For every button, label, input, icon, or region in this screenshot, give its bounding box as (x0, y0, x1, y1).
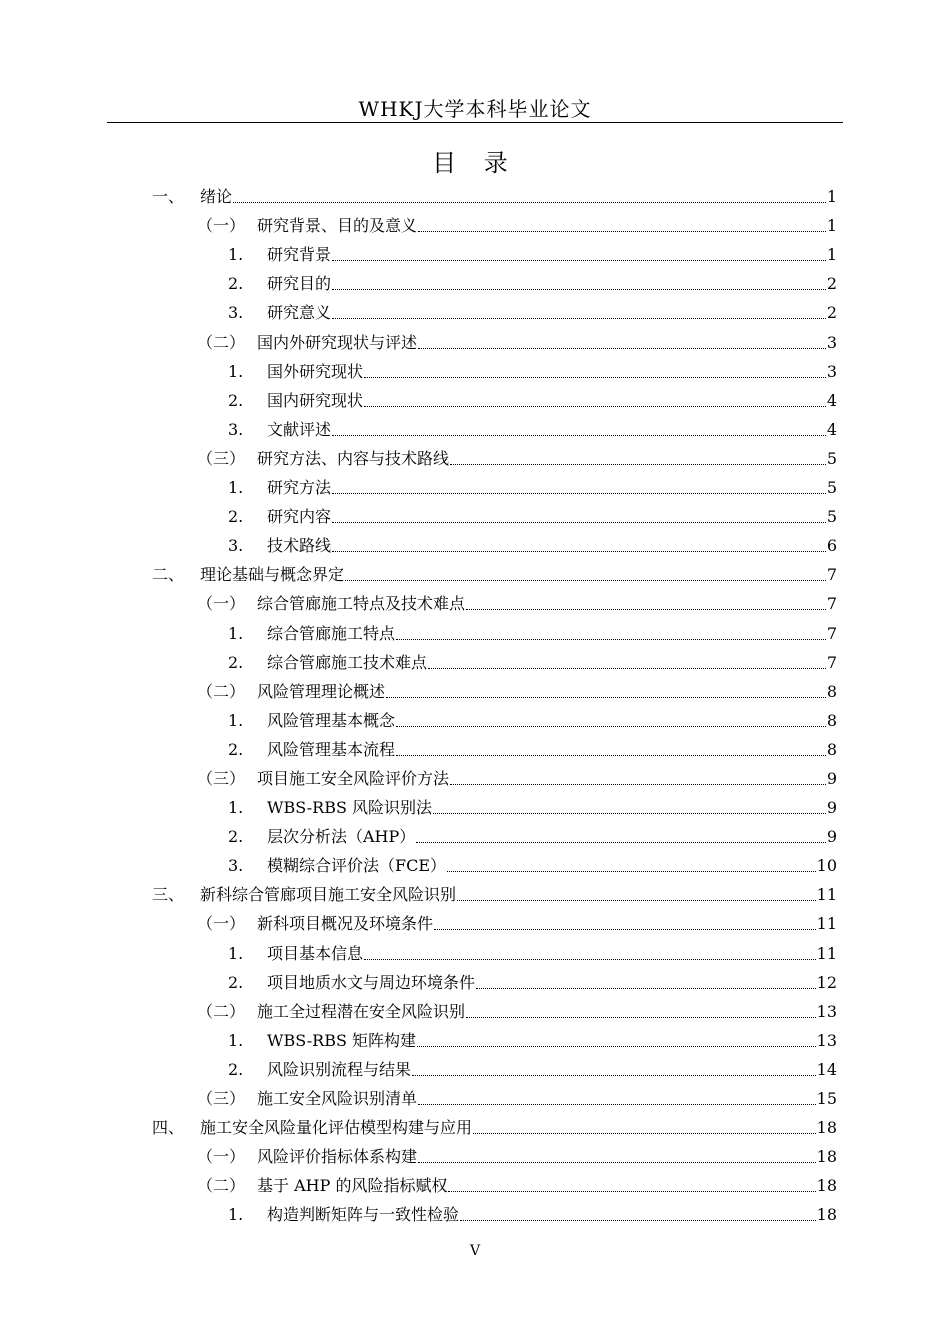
toc-dot-leader (332, 289, 826, 290)
toc-entry-label: 国外研究现状 (267, 361, 364, 381)
toc-entry-number: 1. (228, 1030, 244, 1050)
toc-dot-leader (418, 1162, 816, 1163)
toc-entry-label: 项目地质水文与周边环境条件 (267, 972, 476, 992)
toc-entry-page: 7 (826, 594, 837, 614)
toc-dot-leader (450, 464, 826, 465)
toc-entry-page: 18 (816, 1118, 837, 1138)
toc-entry[interactable] (0, 589, 950, 618)
toc-entry[interactable] (0, 386, 950, 415)
toc-entry-page: 1 (826, 187, 837, 207)
toc-entry-page: 3 (826, 332, 837, 352)
toc-entry-line (267, 478, 837, 498)
toc-entry-label: 技术路线 (267, 536, 332, 556)
toc-entry-label: 国内外研究现状与评述 (257, 332, 418, 352)
toc-entry-line (257, 1089, 837, 1109)
header-rule (107, 122, 843, 123)
toc-entry-page: 13 (816, 1030, 837, 1050)
toc-entry-page: 15 (816, 1089, 837, 1108)
toc-dot-leader (418, 231, 826, 232)
toc-entry-page: 18 (816, 1147, 837, 1167)
toc-entry-number: 2. (228, 274, 244, 294)
toc-entry-label: 研究意义 (267, 303, 332, 323)
toc-entry-label: 新科综合管廊项目施工安全风险识别 (200, 885, 457, 905)
toc-entry-page: 13 (816, 1001, 837, 1021)
toc-entry-number: 一、 (152, 187, 185, 207)
toc-dot-leader (332, 435, 826, 436)
toc-entry-page: 4 (826, 390, 837, 410)
toc-dot-leader (416, 842, 826, 843)
toc-entry-page: 8 (826, 739, 837, 759)
toc-entry-line (267, 1060, 837, 1080)
toc-entry-line (267, 856, 837, 876)
toc-entry-number: （二） (197, 681, 246, 701)
toc-entry-number: （二） (197, 1001, 246, 1021)
toc-entry-label: 绪论 (200, 187, 233, 207)
toc-entry-page: 3 (826, 361, 837, 381)
toc-entry-line (257, 914, 837, 934)
toc-entry-number: 2. (228, 390, 244, 410)
toc-entry-number: 1. (228, 798, 244, 818)
toc-entry-line (267, 420, 837, 440)
toc-entry-label: 风险评价指标体系构建 (257, 1147, 418, 1167)
toc-entry-number: 1. (228, 478, 244, 498)
toc-entry[interactable] (0, 1084, 950, 1113)
toc-entry[interactable] (0, 706, 950, 735)
page-number: V (469, 1243, 481, 1259)
toc-entry-number: （三） (197, 448, 246, 468)
toc-entry-page: 11 (816, 943, 837, 963)
toc-entry-number: 3. (228, 536, 244, 556)
toc-entry-line (267, 245, 837, 265)
toc-entry-number: （一） (197, 594, 246, 614)
toc-entry-line (267, 944, 837, 964)
running-header-title: WHKJ大学本科毕业论文 (358, 97, 592, 121)
toc-dot-leader (418, 1104, 816, 1105)
toc-entry-number: 2. (228, 652, 244, 672)
toc-entry-label: 施工安全风险量化评估模型构建与应用 (200, 1118, 473, 1138)
toc-dot-leader (364, 406, 826, 407)
toc-entry[interactable] (0, 618, 950, 647)
toc-entry[interactable] (0, 211, 950, 240)
toc-dot-leader (332, 522, 826, 523)
toc-entry-label: 研究背景 (267, 245, 332, 265)
toc-entry-label: 文献评述 (267, 419, 332, 439)
toc-entry[interactable] (0, 357, 950, 386)
toc-entry-line (257, 594, 837, 614)
toc-entry-label: 国内研究现状 (267, 390, 364, 410)
toc-dot-leader (412, 1075, 816, 1076)
toc-entry-number: 二、 (152, 565, 185, 585)
toc-dot-leader (332, 318, 826, 319)
toc-entry[interactable] (0, 298, 950, 327)
toc-entry[interactable] (0, 735, 950, 764)
toc-entry-line (267, 973, 837, 993)
toc-entry-number: 1. (228, 245, 244, 265)
toc-entry-page: 1 (826, 245, 837, 265)
toc-entry-number: 2. (228, 507, 244, 527)
toc-entry-line (257, 1176, 837, 1196)
toc-entry-line (267, 274, 837, 294)
toc-entry-number: 1. (228, 1205, 244, 1225)
toc-entry-number: 四、 (152, 1118, 185, 1138)
toc-entry-page: 18 (816, 1205, 837, 1225)
toc-entry[interactable] (0, 793, 950, 822)
toc-entry-label: 施工安全风险识别清单 (257, 1089, 418, 1108)
toc-entry-line (200, 1118, 837, 1138)
toc-entry-label: 研究目的 (267, 274, 332, 294)
toc-entry-page: 5 (826, 478, 837, 498)
toc-entry-line (257, 216, 837, 236)
toc-entry[interactable] (0, 851, 950, 880)
toc-entry[interactable] (0, 997, 950, 1026)
toc-entry-page: 9 (826, 798, 837, 818)
toc-entry-line (257, 769, 837, 789)
toc-entry-page: 8 (826, 681, 837, 701)
toc-entry-label: 综合管廊施工特点 (267, 623, 396, 643)
toc-entry[interactable] (0, 502, 950, 531)
toc-title: 目 录 (432, 149, 518, 177)
toc-entry[interactable] (0, 182, 950, 211)
toc-entry-line (200, 565, 837, 585)
toc-dot-leader (396, 755, 826, 756)
toc-entry-line (257, 1147, 837, 1167)
toc-entry-label: 项目基本信息 (267, 943, 364, 963)
toc-entry-label: 施工全过程潜在安全风险识别 (257, 1001, 466, 1021)
toc-entry-label: 新科项目概况及环境条件 (257, 914, 434, 934)
toc-entry[interactable] (0, 909, 950, 938)
toc-entry-page: 5 (826, 507, 837, 527)
toc-entry-label: 风险管理理论概述 (257, 681, 386, 701)
toc-entry-number: （三） (197, 768, 246, 788)
toc-entry[interactable] (0, 1113, 950, 1142)
toc-entry-label: WBS-RBS 风险识别法 (267, 798, 433, 818)
toc-entry-line (200, 885, 837, 905)
toc-entry[interactable] (0, 938, 950, 967)
toc-entry[interactable] (0, 269, 950, 298)
toc-entry[interactable] (0, 1055, 950, 1084)
toc-dot-leader (345, 580, 826, 581)
toc-entry-line (267, 303, 837, 323)
toc-entry-label: 综合管廊施工技术难点 (267, 652, 428, 672)
toc-dot-leader (418, 348, 826, 349)
toc-dot-leader (434, 929, 816, 930)
toc-entry[interactable] (0, 764, 950, 793)
toc-entry[interactable] (0, 444, 950, 473)
toc-entry-label: 项目施工安全风险评价方法 (257, 768, 450, 788)
toc-entry-page: 5 (826, 448, 837, 468)
toc-entry-label: 模糊综合评价法（FCE） (267, 856, 447, 876)
toc-entry-label: 层次分析法（AHP） (267, 827, 416, 847)
toc-dot-leader (433, 813, 826, 814)
toc-entry-line (267, 827, 837, 847)
toc-entry-page: 9 (826, 827, 837, 847)
toc-entry-label: 研究方法、内容与技术路线 (257, 448, 450, 468)
toc-entry-line (267, 653, 837, 673)
toc-entry-label: 理论基础与概念界定 (200, 565, 345, 585)
toc-entry-line (257, 333, 837, 353)
toc-entry-line (257, 1002, 837, 1022)
toc-dot-leader (460, 1220, 816, 1221)
toc-entry-number: 3. (228, 303, 244, 323)
toc-entry-line (267, 1031, 837, 1051)
toc-entry[interactable] (0, 1200, 950, 1229)
toc-entry-line (267, 507, 837, 527)
toc-entry-label: 风险管理基本概念 (267, 710, 396, 730)
toc-entry[interactable] (0, 1142, 950, 1171)
toc-entry-number: （二） (197, 1176, 246, 1196)
toc-dot-leader (332, 493, 826, 494)
toc-entry-number: 1. (228, 710, 244, 730)
toc-entry-page: 2 (826, 303, 837, 323)
toc-entry-page: 1 (826, 216, 837, 236)
toc-entry[interactable] (0, 473, 950, 502)
toc-entry[interactable] (0, 1026, 950, 1055)
toc-entry[interactable] (0, 415, 950, 444)
toc-entry-number: 2. (228, 827, 244, 847)
toc-entry-number: 2. (228, 739, 244, 759)
toc-entry-label: 综合管廊施工特点及技术难点 (257, 594, 466, 614)
toc-entry-line (267, 391, 837, 411)
toc-dot-leader (428, 668, 826, 669)
toc-entry-number: （一） (197, 1147, 246, 1167)
toc-entry-line (267, 740, 837, 760)
toc-dot-leader (364, 377, 826, 378)
toc-entry-label: 基于 AHP 的风险指标赋权 (257, 1176, 448, 1196)
toc-entry-page: 11 (816, 914, 837, 934)
toc-dot-leader (233, 202, 826, 203)
toc-entry-line (267, 1205, 837, 1225)
toc-entry-page: 6 (826, 536, 837, 556)
toc-entry-number: 1. (228, 623, 244, 643)
toc-entry-number: 1. (228, 361, 244, 381)
toc-dot-leader (447, 871, 816, 872)
toc-entry[interactable] (0, 822, 950, 851)
toc-dot-leader (476, 988, 816, 989)
toc-entry[interactable] (0, 880, 950, 909)
toc-entry-page: 11 (816, 885, 837, 905)
toc-entry-line (200, 187, 837, 207)
toc-entry-page: 8 (826, 710, 837, 730)
toc-entry-number: 1. (228, 943, 244, 963)
toc-entry-line (267, 798, 837, 818)
toc-entry-label: WBS-RBS 矩阵构建 (267, 1030, 417, 1050)
toc-entry-page: 12 (816, 972, 837, 992)
table-of-contents (0, 182, 950, 1229)
toc-dot-leader (396, 726, 826, 727)
toc-entry-label: 构造判断矩阵与一致性检验 (267, 1205, 460, 1225)
toc-dot-leader (457, 900, 816, 901)
toc-entry-page: 14 (816, 1059, 837, 1079)
toc-dot-leader (332, 260, 826, 261)
toc-entry[interactable] (0, 531, 950, 560)
toc-dot-leader (386, 697, 826, 698)
toc-entry[interactable] (0, 240, 950, 269)
toc-entry-number: （二） (197, 332, 246, 352)
toc-dot-leader (364, 959, 816, 960)
toc-entry-number: （一） (197, 914, 246, 934)
toc-entry-line (267, 362, 837, 382)
toc-entry-label: 研究方法 (267, 478, 332, 498)
toc-entry[interactable] (0, 560, 950, 589)
toc-entry-number: 三、 (152, 885, 185, 905)
toc-entry-page: 4 (826, 419, 837, 439)
toc-entry-number: 2. (228, 972, 244, 992)
toc-entry-number: 2. (228, 1059, 244, 1079)
toc-entry-label: 研究背景、目的及意义 (257, 216, 418, 236)
toc-entry-page: 7 (826, 623, 837, 643)
toc-entry[interactable] (0, 327, 950, 356)
toc-entry[interactable] (0, 648, 950, 677)
toc-entry[interactable] (0, 677, 950, 706)
toc-entry-line (267, 624, 837, 644)
toc-dot-leader (473, 1133, 816, 1134)
toc-entry-number: 3. (228, 419, 244, 439)
toc-entry-line (257, 682, 837, 702)
toc-entry[interactable] (0, 968, 950, 997)
toc-entry-page: 18 (816, 1176, 837, 1196)
toc-dot-leader (448, 1191, 815, 1192)
toc-dot-leader (450, 784, 826, 785)
toc-entry-label: 研究内容 (267, 507, 332, 527)
toc-entry-page: 10 (816, 856, 837, 876)
toc-entry-number: 3. (228, 856, 244, 876)
toc-dot-leader (466, 1017, 816, 1018)
toc-entry-label: 风险识别流程与结果 (267, 1059, 412, 1079)
toc-entry-page: 7 (826, 565, 837, 585)
toc-entry-number: （一） (197, 216, 246, 236)
toc-entry-line (267, 536, 837, 556)
toc-entry-page: 2 (826, 274, 837, 294)
toc-entry-label: 风险管理基本流程 (267, 739, 396, 759)
toc-entry-line (257, 449, 837, 469)
toc-entry-line (267, 711, 837, 731)
toc-dot-leader (417, 1046, 816, 1047)
toc-dot-leader (396, 639, 826, 640)
toc-dot-leader (332, 551, 826, 552)
toc-dot-leader (466, 609, 826, 610)
toc-entry-number: （三） (197, 1089, 246, 1108)
toc-entry-page: 9 (826, 768, 837, 788)
toc-entry[interactable] (0, 1171, 950, 1200)
toc-entry-page: 7 (826, 652, 837, 672)
